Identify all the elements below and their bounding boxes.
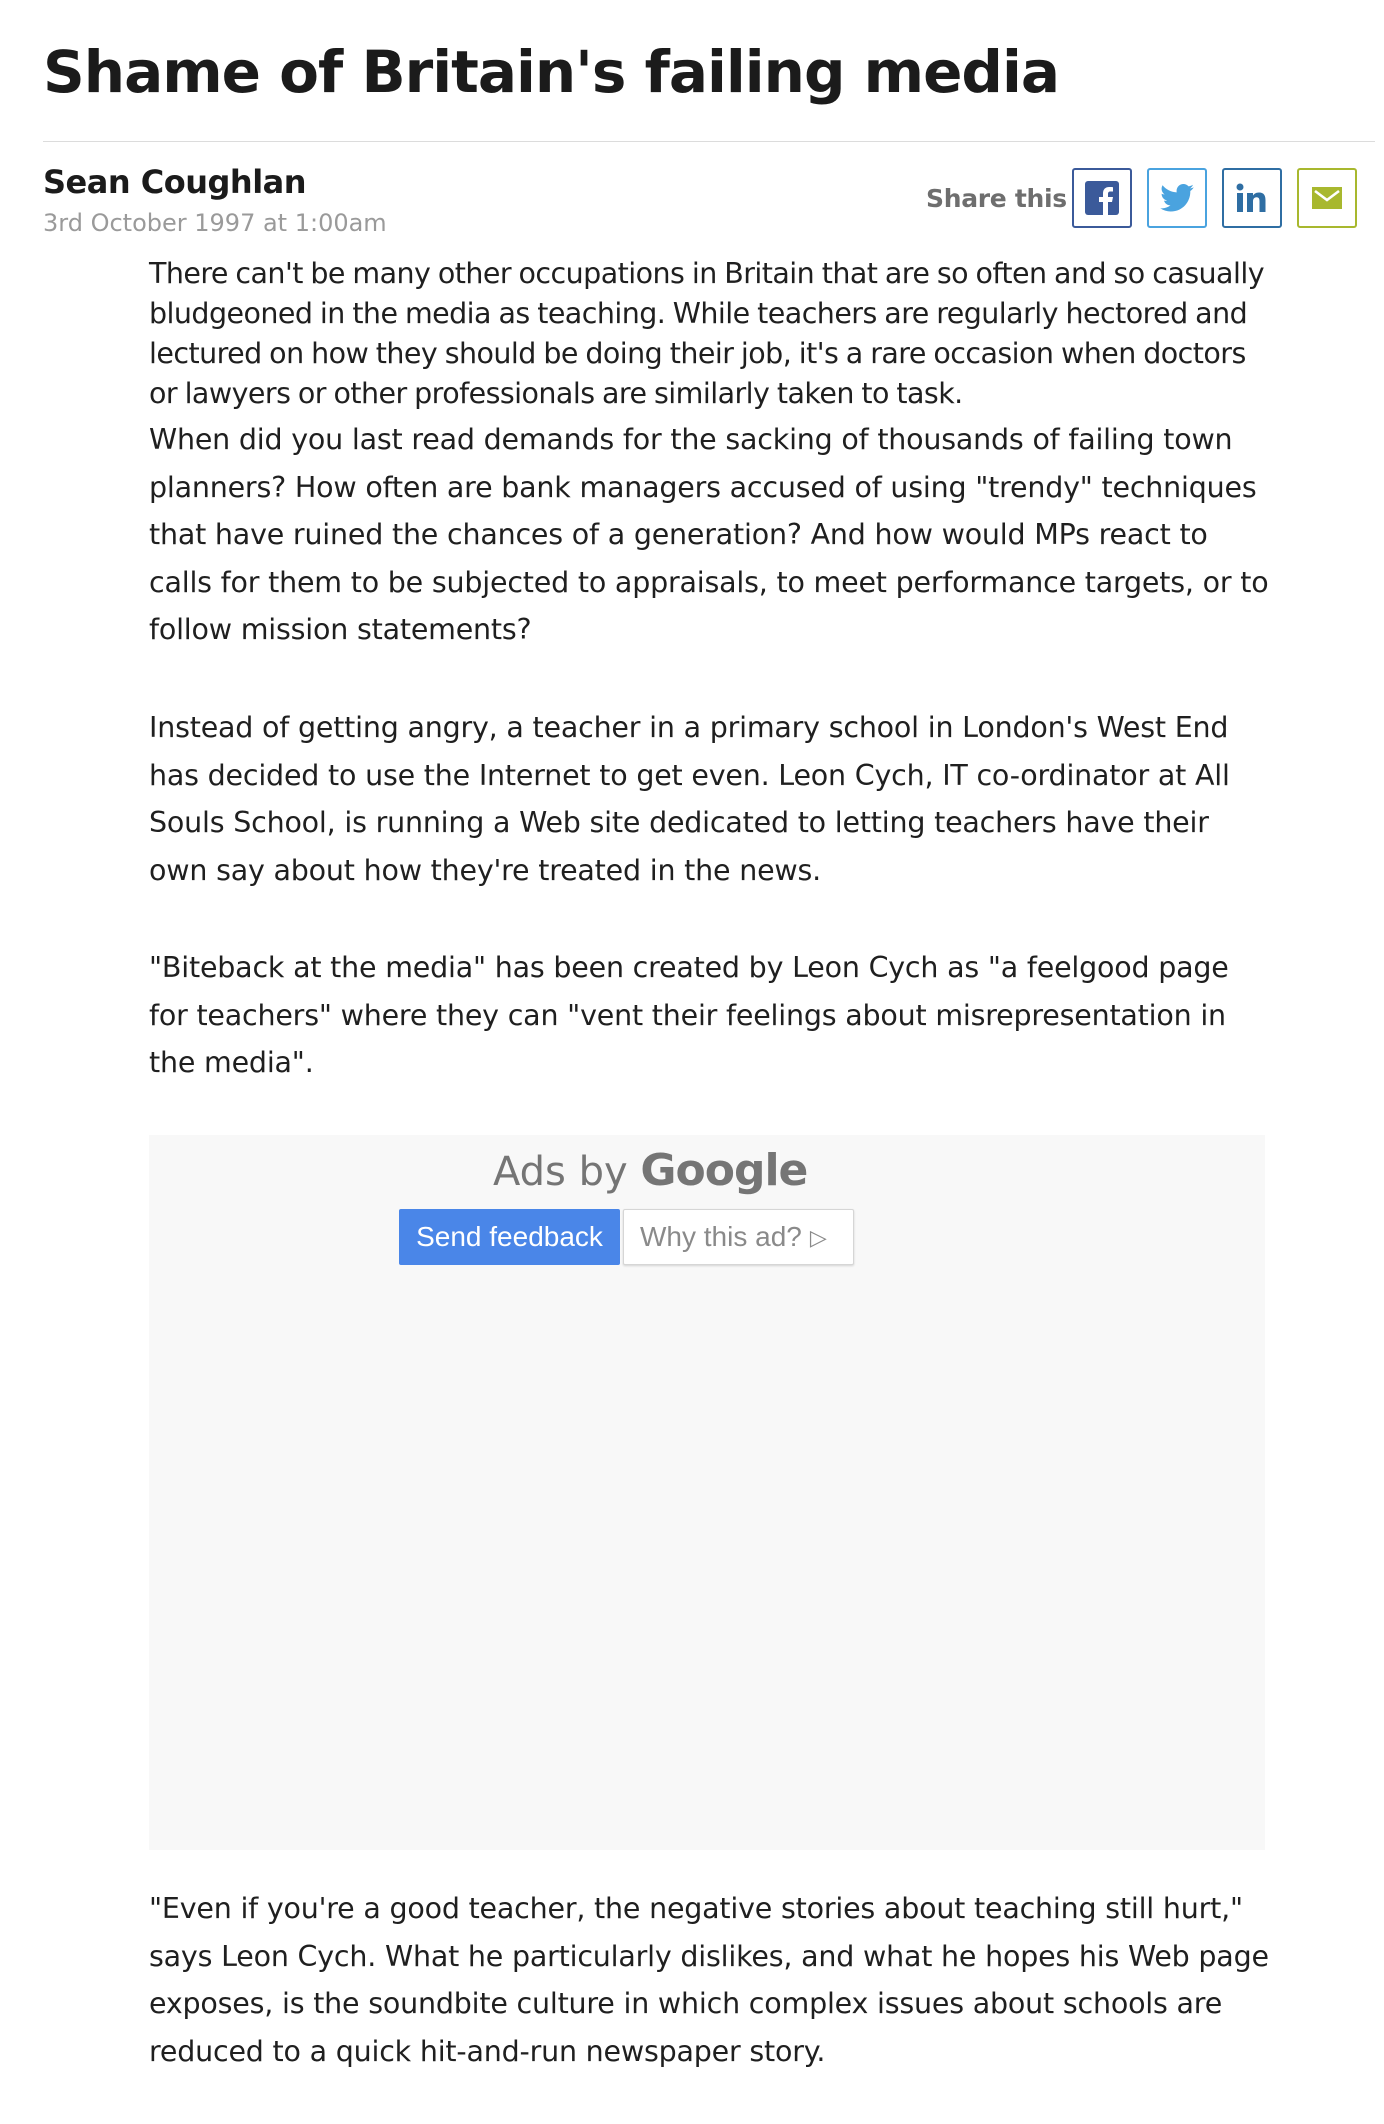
linkedin-share-button[interactable] (1222, 168, 1282, 228)
email-icon (1311, 186, 1343, 210)
twitter-icon (1160, 184, 1194, 212)
why-this-ad-button[interactable] (623, 1209, 854, 1265)
article-paragraph: "Biteback at the media" has been created by Leon Cych as "a feelgood page for teachers" where they can "vent their feelings about misrepresentation in the media". (149, 951, 1229, 1079)
share-label: Share this (926, 184, 1067, 213)
article-paragraph: There can't be many other occupations in Britain that are so often and so casually bludgeoned in the media as teaching. While teachers are regularly hectored and lectured on how they should be doing their job, it's a rare occasion when doctors or lawyers or other professionals are similarly taken to task. (149, 257, 1265, 410)
article-paragraph: When did you last read demands for the sacking of thousands of failing town planners? How often are bank managers accused of using "trendy" techniques that have ruined the chances of a generation? And how would MPs react to calls for them to be subjected to appraisals, to meet performance targets, or to follow mission statements? (149, 423, 1269, 646)
linkedin-icon (1235, 182, 1269, 214)
twitter-share-button[interactable] (1147, 168, 1207, 228)
facebook-share-button[interactable] (1072, 168, 1132, 228)
email-share-button[interactable] (1297, 168, 1357, 228)
ads-by-google-label (493, 1145, 807, 1198)
article-paragraph: Instead of getting angry, a teacher in a primary school in London's West End has decided to use the Internet to get even. Leon Cych, IT co-ordinator at All Souls School, is running a Web site dedicated to letting teachers have their own say about how they're treated in the news. (149, 711, 1230, 887)
article-title: Shame of Britain's failing media (43, 38, 1059, 106)
header-divider (43, 141, 1375, 142)
article-paragraph: "Even if you're a good teacher, the negative stories about teaching still hurt," says Leon Cych. What he particularly dislikes, and what he hopes his Web page exposes, is the soundbite culture in which complex issues about schools are reduced to a quick hit-and-run newspaper story. (149, 1892, 1269, 2068)
send-feedback-button[interactable]: Send feedback (399, 1209, 620, 1265)
ads-by-text: Ads by (493, 1149, 628, 1195)
google-logo: Google (640, 1145, 808, 1196)
author-name[interactable]: Sean Coughlan (43, 163, 307, 201)
play-triangle-icon: ▷ (809, 1225, 827, 1250)
why-this-ad-label: Why this ad? (640, 1221, 802, 1252)
publish-date: 3rd October 1997 at 1:00am (43, 209, 387, 237)
facebook-icon (1085, 181, 1119, 215)
